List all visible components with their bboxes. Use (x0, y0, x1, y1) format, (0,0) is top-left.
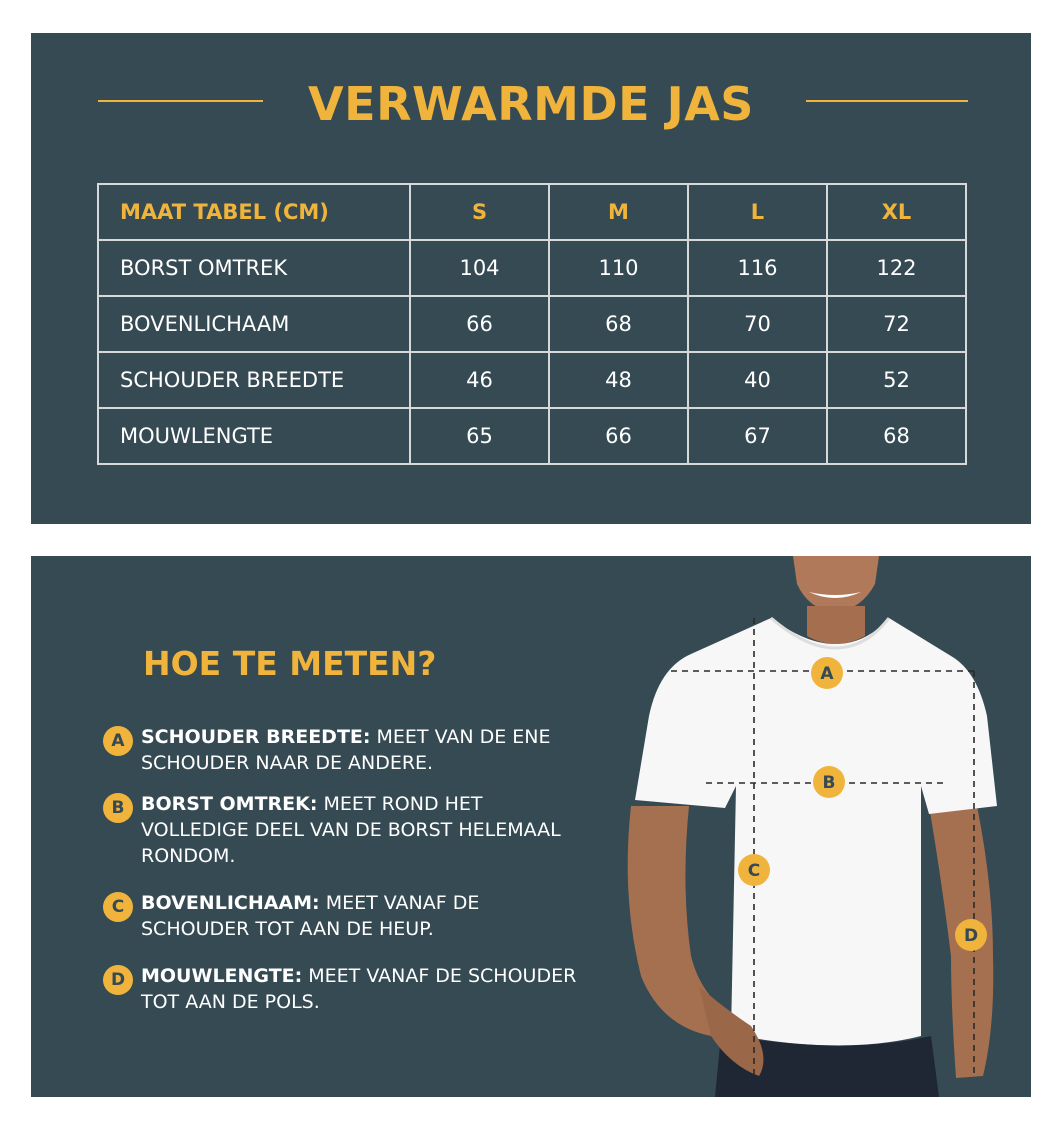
measurement-marker-c (738, 854, 770, 886)
table-cell: 66 (549, 408, 688, 464)
table-row (98, 408, 966, 464)
table-cell: 46 (410, 352, 549, 408)
measurement-marker-a (811, 657, 843, 689)
table-cell: 65 (410, 408, 549, 464)
neck-icon (807, 606, 865, 644)
svg-text:A: A (820, 664, 834, 684)
table-cell: 68 (549, 296, 688, 352)
table-cell: 40 (688, 352, 827, 408)
table-cell: 68 (827, 408, 966, 464)
how-to-measure-panel (31, 556, 1031, 1097)
svg-text:D: D (963, 926, 979, 946)
row-label: BOVENLICHAAM (98, 296, 410, 352)
table-cell: 66 (410, 296, 549, 352)
row-label: MOUWLENGTE (98, 408, 410, 464)
row-label: BORST OMTREK (98, 240, 410, 296)
table-cell: 122 (827, 240, 966, 296)
table-header-cell: L (688, 184, 827, 240)
step-description: MEET VAN DE ENE SCHOUDER NAAR DE ANDERE. (141, 726, 551, 774)
size-table (97, 183, 967, 465)
table-row (98, 296, 966, 352)
table-header-cell: XL (827, 184, 966, 240)
table-header-cell: S (410, 184, 549, 240)
table-cell: 52 (827, 352, 966, 408)
marker-b-icon: B (103, 793, 133, 823)
step-text (141, 963, 581, 1015)
table-header-cell: M (549, 184, 688, 240)
measurement-marker-b (813, 766, 845, 798)
step-term: MOUWLENGTE: (141, 965, 303, 987)
table-cell: 67 (688, 408, 827, 464)
table-header-row (98, 184, 966, 240)
how-to-measure-title: HOE TE METEN? (143, 644, 437, 683)
step-text (141, 724, 581, 776)
step-text (141, 791, 581, 869)
svg-text:C: C (747, 861, 761, 881)
marker-c-icon: C (103, 892, 133, 922)
size-table-panel (31, 33, 1031, 524)
step-term: BOVENLICHAAM: (141, 892, 320, 914)
table-header-cell: MAAT TABEL (CM) (98, 184, 410, 240)
page-title: VERWARMDE JAS (308, 77, 754, 131)
table-cell: 48 (549, 352, 688, 408)
step-term: BORST OMTREK: (141, 793, 318, 815)
table-row (98, 352, 966, 408)
marker-a-icon: A (103, 726, 133, 756)
table-cell: 70 (688, 296, 827, 352)
face-icon (793, 556, 879, 612)
step-text (141, 890, 581, 942)
step-description: MEET VANAF DE SCHOUDER TOT AAN DE HEUP. (141, 892, 480, 940)
svg-text:B: B (822, 773, 836, 793)
tshirt-model-illustration (621, 556, 1031, 1097)
table-cell: 104 (410, 240, 549, 296)
step-term: SCHOUDER BREEDTE: (141, 726, 371, 748)
table-cell: 116 (688, 240, 827, 296)
table-row (98, 240, 966, 296)
measurement-marker-d (955, 919, 987, 951)
table-cell: 72 (827, 296, 966, 352)
marker-d-icon: D (103, 965, 133, 995)
row-label: SCHOUDER BREEDTE (98, 352, 410, 408)
step-description: MEET VANAF DE SCHOUDER TOT AAN DE POLS. (141, 965, 577, 1013)
title-line-right (806, 100, 968, 102)
table-cell: 110 (549, 240, 688, 296)
step-description: MEET ROND HET VOLLEDIGE DEEL VAN DE BORST HELEMAAL RONDOM. (141, 793, 561, 867)
